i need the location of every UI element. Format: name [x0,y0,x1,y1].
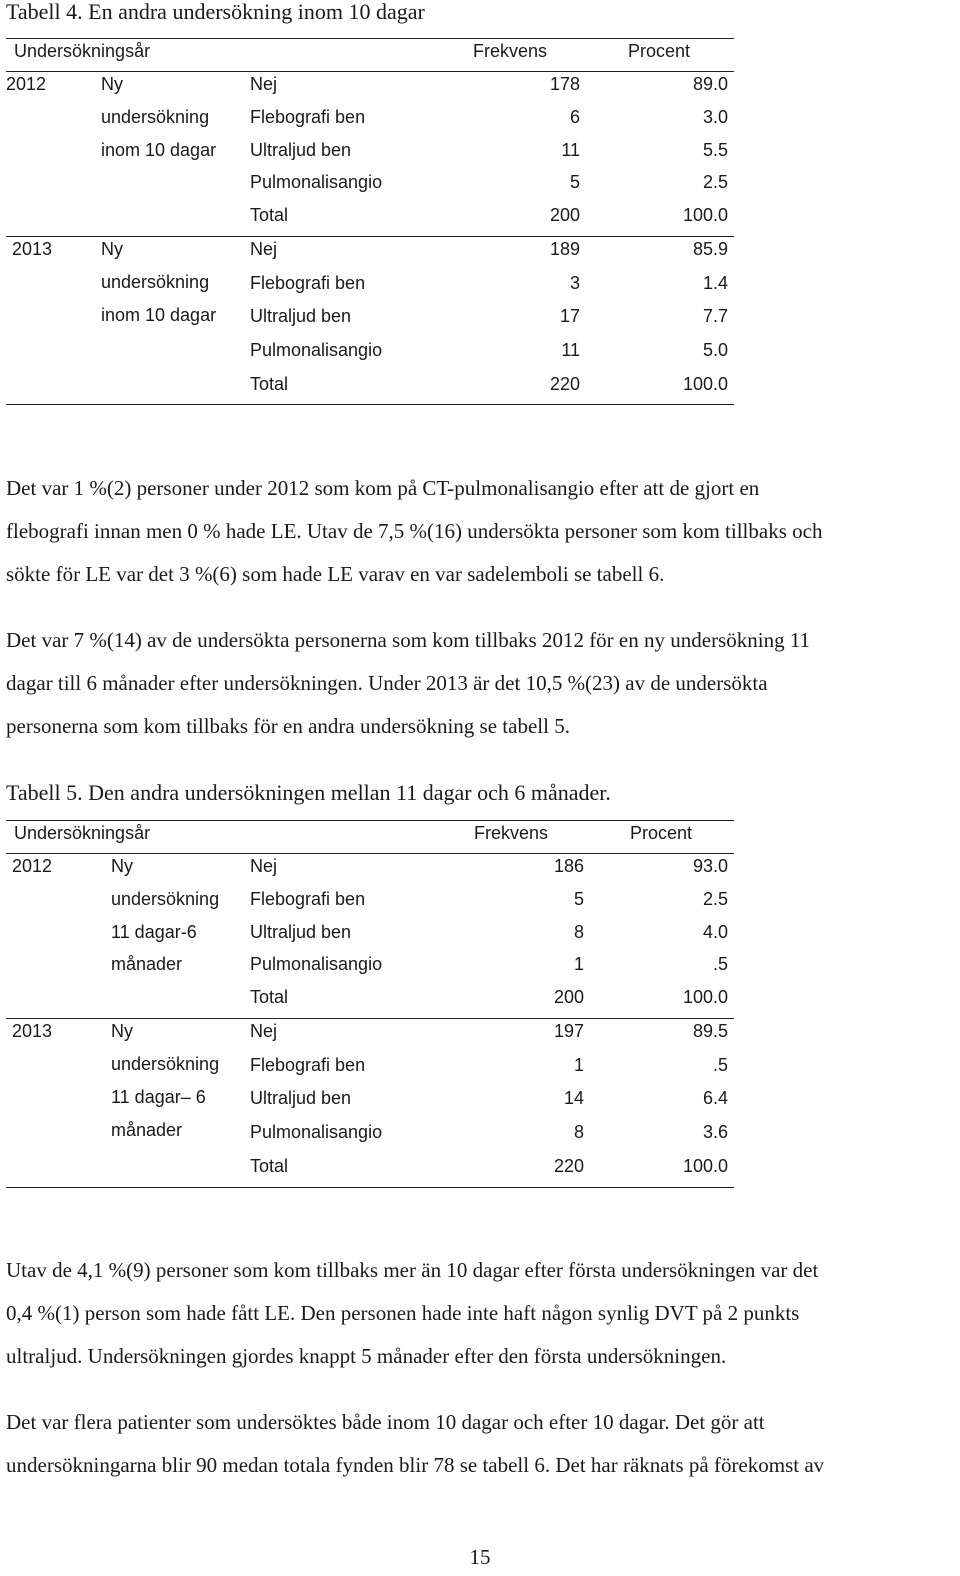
paragraph-3 [6,1249,958,1378]
table4-group-label-line: inom 10 dagar [101,305,217,325]
table5-year-2013: 2013 [12,1021,53,1041]
table-row-pct: 100.0 [682,374,728,394]
table-row-freq: 8 [573,1122,584,1142]
table-row-pct: 85.9 [692,239,728,259]
table-row-freq: 11 [561,340,580,360]
table-row-type: Ultraljud ben [250,140,352,160]
table-row-type: Ultraljud ben [250,922,352,942]
table-row-pct: .5 [712,1055,728,1075]
table-row-freq: 220 [549,374,580,394]
table-row-pct: 2.5 [702,172,728,192]
table5 [6,782,734,1192]
table5-header-freq: Frekvens [474,823,549,843]
table-row-pct: 93.0 [692,856,728,876]
table4-group-label-line: Ny [101,74,123,94]
table-row-pct: 89.0 [692,74,728,94]
table-row-freq: 189 [549,239,580,259]
table-row-pct: 7.7 [702,306,728,326]
table4-caption: Tabell 4. En andra undersökning inom 10 dagar [6,0,425,24]
table-row-type: Flebografi ben [250,889,366,909]
table-row-pct: 2.5 [702,889,728,909]
table5-caption: Tabell 5. Den andra undersökningen mellan 11 dagar och 6 månader. [6,780,611,805]
paragraph-line: Utav de 4,1 %(9) personer som kom tillbaks mer än 10 dagar efter första undersökningen var det [6,1258,819,1282]
paragraph-line: 0,4 %(1) person som hade fått LE. Den personen hade inte haft någon synlig DVT på 2 punkts [6,1301,800,1325]
table4-group-label-line: Ny [101,239,123,259]
table-row-type: Total [250,374,289,394]
table-row-pct: 5.5 [702,140,728,160]
paragraph-line: dagar till 6 månader efter undersökningen. Under 2013 är det 10,5 %(23) av de undersökta [6,671,768,695]
table-row-type: Flebografi ben [250,1055,366,1075]
table-row-type: Total [250,1156,289,1176]
table-row-freq: 200 [549,205,580,225]
table-row-freq: 6 [569,107,580,127]
table4-header-freq: Frekvens [473,41,548,61]
table4-group-label-line: undersökning [101,272,210,292]
table4-group-label-line: inom 10 dagar [101,140,217,160]
table-row-type: Total [250,987,289,1007]
paragraph-line: sökte för LE var det 3 %(6) som hade LE varav en var sadelemboli se tabell 6. [6,562,665,586]
table-row-freq: 3 [569,273,580,293]
table-row-type: Ultraljud ben [250,1088,352,1108]
table-row-type: Total [250,205,289,225]
table4-year-2013: 2013 [12,239,53,259]
paragraph-line: Det var 7 %(14) av de undersökta personerna som kom tillbaks 2012 för en ny undersökning 11 [6,628,811,652]
paragraph-line: Det var 1 %(2) personer under 2012 som kom på CT-pulmonalisangio efter att de gjort en [6,476,760,500]
table-row-freq: 5 [569,172,580,192]
table-row-freq: 1 [573,1055,584,1075]
page-number: 15 [469,1545,491,1569]
table-row-freq: 220 [553,1156,584,1176]
table-row-freq: 17 [559,306,580,326]
paragraph-1 [6,467,958,596]
table-row-pct: 3.6 [702,1122,728,1142]
table-row-type: Nej [250,856,278,876]
table-row-pct: 6.4 [702,1088,728,1108]
table-row-freq: 186 [553,856,584,876]
table4-year-2012: 2012 [6,74,47,94]
table5-group-label-line: undersökning [111,1054,220,1074]
paragraph-line: flebografi innan men 0 % hade LE. Utav de 7,5 %(16) undersökta personer som kom tillbaks och [6,519,823,543]
table-row-freq: 5 [573,889,584,909]
table4-header-year: Undersökningsår [14,41,151,61]
paragraph-2 [6,619,958,748]
paragraph-line: Det var flera patienter som undersöktes både inom 10 dagar och efter 10 dagar. Det gör att [6,1410,765,1434]
table5-group-label-line: Ny [111,856,133,876]
table-row-pct: 100.0 [682,987,728,1007]
table4-bottom-rule [6,404,734,405]
table-row-pct: 4.0 [702,922,728,942]
table-row-type: Pulmonalisangio [250,1122,383,1142]
table-row-type: Flebografi ben [250,107,366,127]
table-row-type: Ultraljud ben [250,306,352,326]
table-row-pct: 89.5 [692,1021,728,1041]
table5-header-pct: Procent [630,823,693,843]
table-row-type: Pulmonalisangio [250,172,383,192]
paragraph-line: personerna som kom tillbaks för en andra undersökning se tabell 5. [6,714,570,738]
table5-year-2012: 2012 [12,856,53,876]
paragraph-4 [6,1401,958,1487]
table-row-type: Pulmonalisangio [250,954,383,974]
paragraph-line: ultraljud. Undersökningen gjordes knappt 5 månader efter den första undersökningen. [6,1344,727,1368]
paragraph-line: undersökningarna blir 90 medan totala fynden blir 78 se tabell 6. Det har räknats på förekomst av [6,1453,825,1477]
table-row-type: Nej [250,1021,278,1041]
table-row-freq: 197 [553,1021,584,1041]
table5-bottom-rule [6,1187,734,1188]
table5-header-year: Undersökningsår [14,823,151,843]
table4 [6,0,734,410]
table5-group-label-line: månader [111,1120,183,1140]
table-row-pct: .5 [712,954,728,974]
table-row-pct: 1.4 [702,273,728,293]
table-row-freq: 1 [573,954,584,974]
table-row-freq: 178 [549,74,580,94]
table-row-pct: 3.0 [702,107,728,127]
table-row-type: Nej [250,74,278,94]
table5-group-label-line: Ny [111,1021,133,1041]
table-row-type: Nej [250,239,278,259]
table-row-pct: 100.0 [682,1156,728,1176]
table-row-pct: 5.0 [702,340,728,360]
table-row-pct: 100.0 [682,205,728,225]
table5-group-label-line: månader [111,954,183,974]
table4-group-label-line: undersökning [101,107,210,127]
table-row-type: Flebografi ben [250,273,366,293]
table-row-freq: 8 [573,922,584,942]
table5-group-label-line: 11 dagar-6 [111,922,197,942]
table-row-freq: 11 [561,140,580,160]
table-row-freq: 200 [553,987,584,1007]
table-row-type: Pulmonalisangio [250,340,383,360]
table5-group-label-line: 11 dagar– 6 [111,1087,206,1107]
table4-header-pct: Procent [628,41,691,61]
table-row-freq: 14 [563,1088,584,1108]
table5-group-label-line: undersökning [111,889,220,909]
